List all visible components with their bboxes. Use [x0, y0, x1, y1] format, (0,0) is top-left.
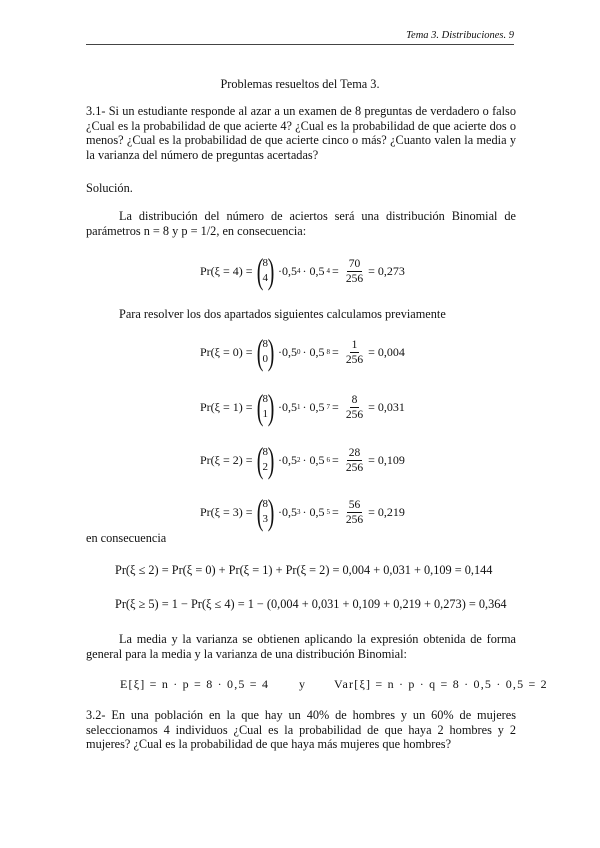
equation-pr-0: Pr(ξ = 0) = ( 8 0 ) ·0,5 0 · 0,5 8 = $\frac{1}{256}$ = 0,004 [200, 332, 405, 372]
binom-k: 2 [262, 461, 269, 473]
eq-base-2: · 0,5 [302, 452, 325, 467]
eq-pow-1: 0 [297, 348, 301, 356]
eq-base-2: · 0,5 [302, 504, 325, 519]
mean-equation: E[ξ] = n · p = 8 · 0,5 = 4 [120, 677, 270, 691]
eq-result: = 0,273 [368, 263, 405, 278]
connector-y: y [299, 677, 305, 691]
equation-pr-4: Pr(ξ = 4) = ( 8 4 ) ·0,5 4 · 0,5 4 = $\frac{70}{256}$ = 0,273 [200, 251, 405, 291]
eq-base-2: · 0,5 [302, 344, 325, 359]
fraction [344, 257, 365, 286]
eq-result: = 0,219 [368, 504, 405, 519]
eq-base-1: ·0,5 [278, 263, 298, 278]
frac-num: 70 [348, 257, 361, 270]
fraction [344, 393, 365, 422]
binomial-coefficient: ( 8 3 ) [256, 492, 275, 532]
frac-den: 256 [345, 513, 364, 526]
equation-pr-1: Pr(ξ = 1) = ( 8 1 ) ·0,5 1 · 0,5 7 = $\frac{8}{256}$ = 0,031 [200, 387, 405, 427]
header-rule [86, 44, 514, 45]
eq-lhs: Pr(ξ = 3) = [200, 504, 253, 519]
binomial-coefficient: ( 8 2 ) [256, 440, 275, 480]
frac-num: 8 [351, 393, 358, 406]
fraction [344, 446, 365, 475]
previous-calc-text: Para resolver los dos apartados siguientes calculamos previamente [119, 307, 446, 321]
eq-pow-1: 1 [297, 403, 301, 411]
fraction [344, 498, 365, 527]
eq-pow-2: 5 [326, 508, 331, 516]
eq-base-2: · 0,5 [302, 399, 325, 414]
eq-base-2: · 0,5 [302, 263, 325, 278]
binomial-coefficient: ( 8 1 ) [256, 387, 275, 427]
eq-pow-2: 8 [326, 348, 331, 356]
equation-pr-3: Pr(ξ = 3) = ( 8 3 ) ·0,5 3 · 0,5 5 = $\frac{56}{256}$ = 0,219 [200, 492, 405, 532]
eq-pow-2: 7 [326, 403, 331, 411]
eq-lhs: Pr(ξ = 4) = [200, 263, 253, 278]
binomial-coefficient: ( 8 4 ) [256, 251, 275, 291]
mean-variance-paragraph: La media y la varianza se obtienen aplicando la expresión obtenida de forma general para la media y la varianza de una distribución Binomial: [86, 632, 516, 661]
frac-den: 256 [345, 408, 364, 421]
eq-base-1: ·0,5 [278, 399, 298, 414]
frac-den: 256 [345, 353, 364, 366]
binom-k: 0 [262, 353, 269, 365]
running-header: Tema 3. Distribuciones. 9 [406, 30, 514, 41]
binom-n: 8 [262, 338, 269, 350]
eq-result: = 0,109 [368, 452, 405, 467]
fraction [344, 338, 365, 367]
binom-n: 8 [262, 498, 269, 510]
eq-result: = 0,031 [368, 399, 405, 414]
eq-pow-2: 6 [326, 456, 331, 464]
frac-num: 1 [351, 338, 358, 351]
binom-n: 8 [262, 446, 269, 458]
eq-pow-1: 3 [297, 508, 301, 516]
variance-equation: Var[ξ] = n · p · q = 8 · 0,5 · 0,5 = 2 [334, 677, 548, 691]
binom-n: 8 [262, 257, 269, 269]
solution-label: Solución. [86, 181, 133, 195]
intro-paragraph: La distribución del número de aciertos será una distribución Binomial de parámetros n = 8 y p = 1/2, en consecuencia: [86, 209, 516, 238]
binom-k: 3 [262, 513, 269, 525]
frac-den: 256 [345, 272, 364, 285]
eq-result: = 0,004 [368, 344, 405, 359]
binom-n: 8 [262, 393, 269, 405]
equation-pr-le-2: Pr(ξ ≤ 2) = Pr(ξ = 0) + Pr(ξ = 1) + Pr(ξ = 2) = 0,004 + 0,031 + 0,109 = 0,144 [115, 563, 493, 577]
eq-base-1: ·0,5 [278, 504, 298, 519]
frac-den: 256 [345, 461, 364, 474]
eq-pow-2: 4 [326, 267, 331, 275]
problem-3-1-statement: 3.1- Si un estudiante responde al azar a un examen de 8 preguntas de verdadero o falso ¿Cual es la probabilidad de que acierte 4? ¿Cual es la probabilidad de que acierte dos o menos? ¿Cual es la probabilidad de que acierte cinco o más? ¿Cuanto valen la media y la varianza del número de preguntas acertadas? [86, 104, 516, 162]
eq-pow-1: 2 [297, 456, 301, 464]
frac-num: 28 [348, 446, 361, 459]
eq-base-1: ·0,5 [278, 452, 298, 467]
equation-pr-2: Pr(ξ = 2) = ( 8 2 ) ·0,5 2 · 0,5 6 = $\frac{28}{256}$ = 0,109 [200, 440, 405, 480]
equation-pr-ge-5: Pr(ξ ≥ 5) = 1 − Pr(ξ ≤ 4) = 1 − (0,004 + 0,031 + 0,109 + 0,219 + 0,273) = 0,364 [115, 597, 507, 611]
binomial-coefficient: ( 8 0 ) [256, 332, 275, 372]
binom-k: 4 [262, 272, 269, 284]
section-title: Problemas resueltos del Tema 3. [220, 77, 380, 91]
eq-base-1: ·0,5 [278, 344, 298, 359]
binom-k: 1 [262, 408, 269, 420]
problem-3-2-statement: 3.2- En una población en la que hay un 40% de hombres y un 60% de mujeres seleccionamos 4 individuos ¿Cual es la probabilidad de que haya 2 hombres y 2 mujeres? ¿Cual es la probabilidad de que haya más mujeres que hombres? [86, 708, 516, 752]
consequence-label: en consecuencia [86, 531, 167, 545]
eq-lhs: Pr(ξ = 1) = [200, 399, 253, 414]
frac-num: 56 [348, 498, 361, 511]
eq-lhs: Pr(ξ = 2) = [200, 452, 253, 467]
eq-pow-1: 4 [297, 267, 301, 275]
eq-lhs: Pr(ξ = 0) = [200, 344, 253, 359]
